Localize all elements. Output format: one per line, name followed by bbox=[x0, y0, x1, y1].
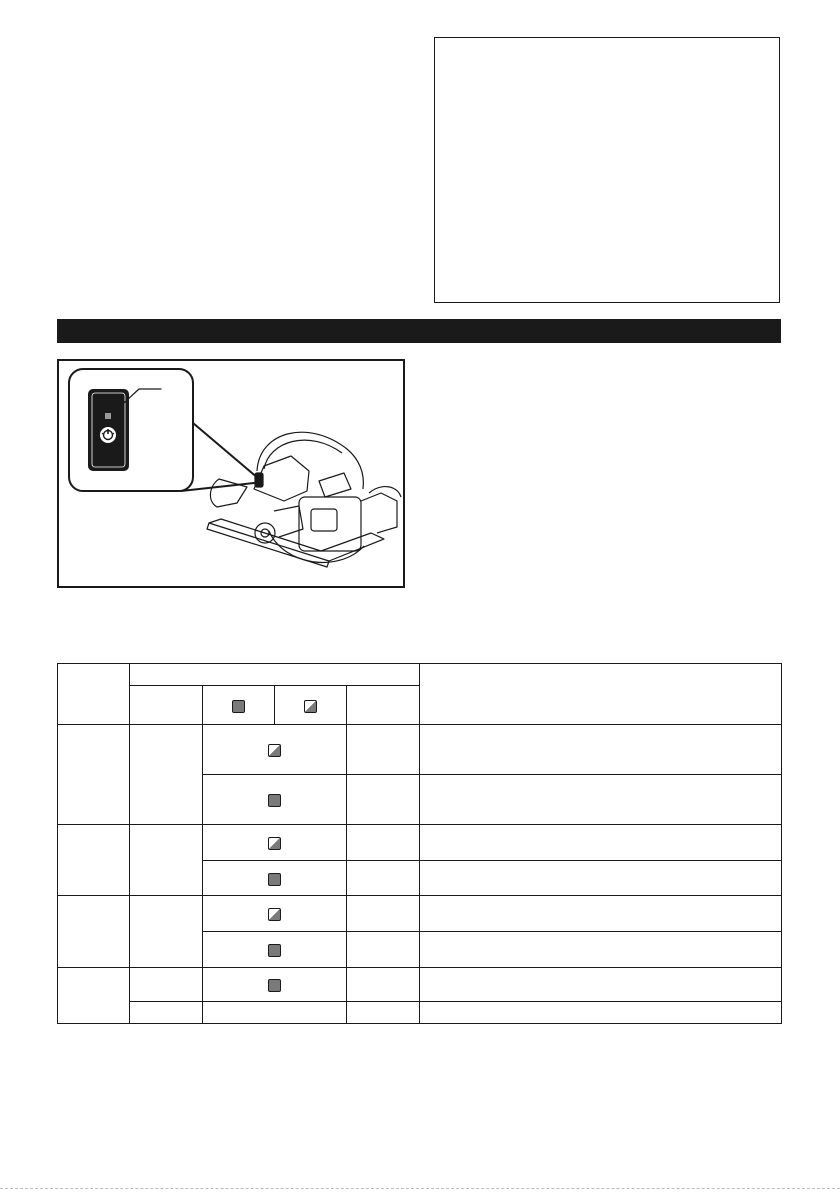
header-status-cell bbox=[58, 664, 130, 725]
figure-frame bbox=[57, 359, 405, 588]
lamp-cell bbox=[203, 861, 347, 896]
lamp-blinking-icon bbox=[268, 837, 281, 850]
lamp-cell bbox=[203, 932, 347, 968]
duration-cell bbox=[347, 775, 420, 825]
lamp-cell bbox=[203, 775, 347, 825]
subheader-lamp-on-cell bbox=[203, 686, 275, 725]
lamp-on-icon bbox=[232, 700, 245, 713]
note-box bbox=[434, 37, 780, 303]
status-cell bbox=[58, 968, 130, 1024]
lamp-blinking-icon bbox=[304, 700, 317, 713]
duration-cell bbox=[347, 825, 420, 861]
header-group-cell bbox=[130, 664, 420, 686]
state-cell bbox=[130, 968, 203, 1002]
description-cell bbox=[420, 896, 782, 932]
lamp-cell bbox=[203, 725, 347, 775]
section-heading-text bbox=[57, 323, 65, 339]
indicator-lamp-icon bbox=[105, 413, 111, 419]
power-symbol-icon bbox=[100, 427, 116, 443]
description-cell bbox=[420, 861, 782, 896]
page-bottom-rule bbox=[0, 1188, 840, 1189]
duration-cell bbox=[347, 932, 420, 968]
description-cell bbox=[420, 825, 782, 861]
header-description-cell bbox=[420, 664, 782, 725]
state-cell bbox=[130, 1002, 203, 1024]
lamp-cell bbox=[203, 896, 347, 932]
table-row bbox=[58, 1002, 782, 1024]
circular-saw-illustration bbox=[59, 361, 403, 586]
duration-cell bbox=[347, 896, 420, 932]
saw-body bbox=[207, 432, 401, 567]
table-row bbox=[58, 968, 782, 1002]
table-row bbox=[58, 825, 782, 861]
lamp-blinking-icon bbox=[268, 744, 281, 757]
duration-cell bbox=[347, 861, 420, 896]
lamp-on-icon bbox=[268, 944, 281, 957]
duration-cell bbox=[347, 968, 420, 1002]
duration-cell bbox=[347, 1002, 420, 1024]
table-row bbox=[58, 725, 782, 775]
state-cell bbox=[130, 725, 203, 825]
lamp-on-icon bbox=[268, 979, 281, 992]
lamp-cell bbox=[203, 825, 347, 861]
duration-cell bbox=[347, 725, 420, 775]
description-cell bbox=[420, 775, 782, 825]
state-cell bbox=[130, 896, 203, 968]
lamp-blinking-icon bbox=[268, 908, 281, 921]
status-cell bbox=[58, 896, 130, 968]
subheader-cell bbox=[130, 686, 203, 725]
table-row bbox=[58, 896, 782, 932]
lamp-cell bbox=[203, 1002, 347, 1024]
callout-bubble bbox=[69, 369, 193, 491]
section-heading-bar bbox=[57, 319, 781, 343]
lamp-cell bbox=[203, 968, 347, 1002]
status-cell bbox=[58, 825, 130, 896]
state-cell bbox=[130, 825, 203, 896]
description-cell bbox=[420, 932, 782, 968]
table-header-row bbox=[58, 664, 782, 686]
description-cell bbox=[420, 1002, 782, 1024]
status-cell bbox=[58, 725, 130, 825]
lamp-on-icon bbox=[268, 794, 281, 807]
subheader-cell bbox=[347, 686, 420, 725]
indicator-status-table bbox=[57, 663, 782, 1024]
lamp-on-icon bbox=[268, 873, 281, 886]
description-cell bbox=[420, 725, 782, 775]
subheader-lamp-blink-cell bbox=[275, 686, 347, 725]
description-cell bbox=[420, 968, 782, 1002]
